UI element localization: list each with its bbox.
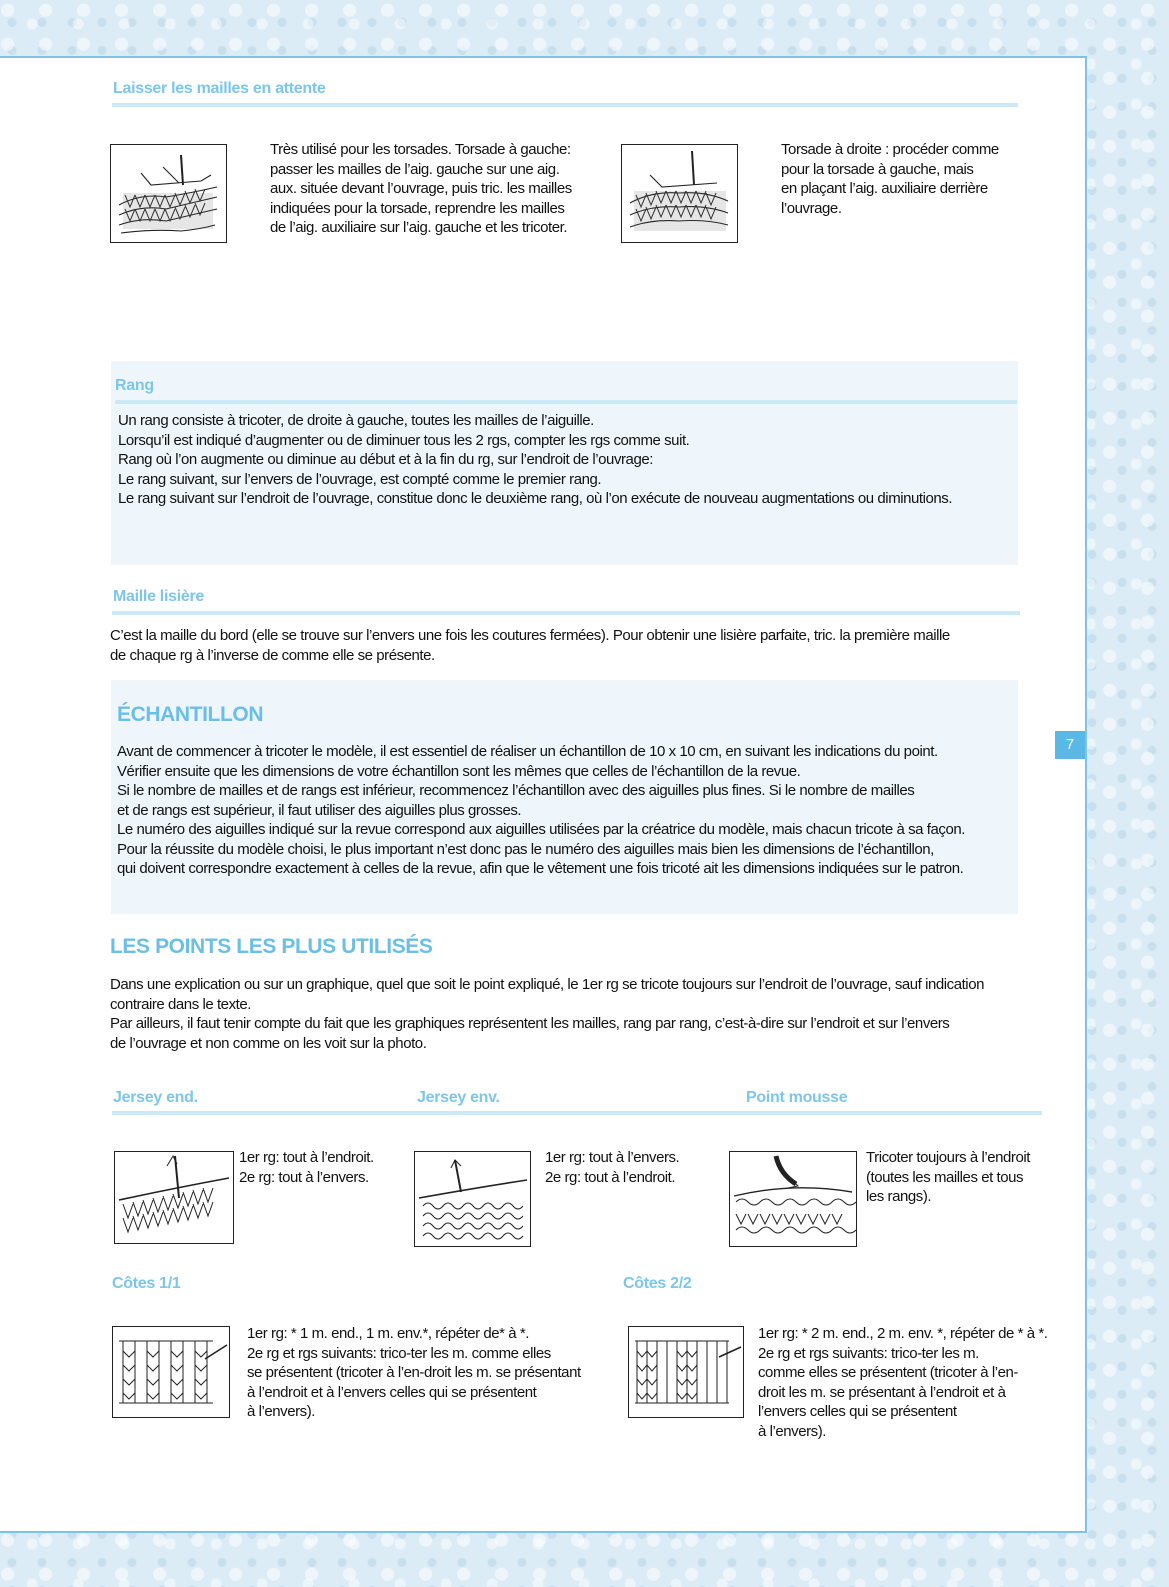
jersey-end-text	[239, 1148, 374, 1187]
text-line: Rang où l’on augmente ou diminue au début et à la fin du rg, sur l’endroit de l’ouvrage:	[118, 451, 653, 468]
jersey-env-text	[545, 1148, 679, 1187]
text-line: Vérifier ensuite que les dimensions de votre échantillon sont les mêmes que celles de l’échantillon de la revue.	[117, 762, 801, 780]
section-title-points: LES POINTS LES PLUS UTILISÉS	[110, 935, 433, 958]
figure-torsade-gauche	[110, 144, 227, 243]
lisiere-text	[110, 626, 950, 665]
text-line: Par ailleurs, il faut tenir compte du fait que les graphiques représentent les mailles, rang par rang, c’est-à-dire sur l’endroit et sur l’envers	[110, 1015, 950, 1032]
text-line: Pour la réussite du modèle choisi, le plus important n’est donc pas le numéro des aiguilles mais bien les dimensions de l’échantillon,	[117, 840, 934, 858]
text-line: l’envers celles qui se présentent	[758, 1403, 957, 1420]
section-rule	[112, 611, 1020, 615]
text-line: Le rang suivant, sur l’envers de l’ouvrage, est compté comme le premier rang.	[118, 470, 602, 488]
text-line: Le numéro des aiguilles indiqué sur la revue correspond aux aiguilles utilisées par la créatrice du modèle, mais chacun tricote à sa façon.	[117, 821, 965, 838]
text-line: comme elles se présentent (tricoter à l’en-	[758, 1364, 1018, 1381]
text-line: 2e rg: tout à l’endroit.	[545, 1168, 676, 1186]
attente-right-text	[781, 140, 999, 218]
text-line: en plaçant l’aig. auxiliaire derrière	[781, 180, 988, 197]
text-line: qui doivent correspondre exactement à celles de la revue, afin que le vêtement une fois tricoté ait les dimensions indiquées sur le patron.	[117, 860, 964, 877]
section-rule	[112, 1111, 1042, 1115]
text-line: et de rangs est supérieur, il faut utiliser des aiguilles plus grosses.	[117, 801, 522, 819]
text-line: 1er rg: * 1 m. end., 1 m. env.*, répéter de* à *.	[247, 1325, 529, 1342]
text-line: 2e rg et rgs suivants: trico-ter les m. comme elles	[247, 1344, 551, 1362]
rang-text	[118, 411, 952, 509]
figure-jersey-end	[114, 1151, 234, 1244]
text-line: (toutes les mailles et tous	[866, 1168, 1024, 1186]
text-line: se présentent (tricoter à l’en-droit les m. se présentant	[247, 1364, 581, 1381]
section-rule	[112, 103, 1018, 107]
text-line: 2e rg et rgs suivants: trico-ter les m.	[758, 1344, 979, 1362]
figure-cotes-1-1	[112, 1326, 230, 1418]
text-line: 1er rg: tout à l’envers.	[545, 1149, 680, 1166]
text-line: Un rang consiste à tricoter, de droite à gauche, toutes les mailles de l’aiguille.	[118, 412, 594, 429]
text-line: de chaque rg à l’inverse de comme elle se présente.	[110, 646, 435, 664]
text-line: à l’envers).	[758, 1422, 826, 1440]
page-number: 7	[1055, 731, 1085, 759]
text-line: Très utilisé pour les torsades. Torsade à gauche:	[270, 141, 571, 158]
echantillon-text	[117, 742, 965, 879]
section-title-echantillon: ÉCHANTILLON	[117, 703, 264, 726]
text-line: à l’envers).	[247, 1403, 315, 1420]
text-line: Dans une explication ou sur un graphique, quel que soit le point expliqué, le 1er rg se tricote toujours sur l’endroit de l’ouvrage, sauf indication	[110, 976, 984, 993]
text-line: de l’aig. auxiliaire sur l’aig. gauche et les tricoter.	[270, 219, 568, 236]
text-line: 2e rg: tout à l’envers.	[239, 1168, 369, 1186]
points-text	[110, 975, 984, 1053]
stitch-title-jersey-env: Jersey env.	[417, 1089, 500, 1106]
text-line: à l’endroit et à l’envers celles qui se présentent	[247, 1383, 537, 1401]
section-title-rang: Rang	[115, 377, 154, 394]
text-line: Si le nombre de mailles et de rangs est inférieur, recommencez l’échantillon avec des aiguilles plus fines. Si le nombre de mailles	[117, 782, 915, 799]
section-rule	[115, 400, 1017, 404]
text-line: les rangs).	[866, 1188, 932, 1205]
figure-torsade-droite	[621, 144, 738, 243]
text-line: pour la torsade à gauche, mais	[781, 160, 974, 178]
text-line: passer les mailles de l’aig. gauche sur une aig.	[270, 160, 560, 178]
stitch-title-jersey-end: Jersey end.	[113, 1089, 198, 1106]
cotes-2-2-text	[758, 1324, 1047, 1441]
stitch-title-point-mousse: Point mousse	[746, 1089, 848, 1106]
text-line: C’est la maille du bord (elle se trouve sur l’envers une fois les coutures fermées). Pour obtenir une lisière parfaite, tric. la première maille	[110, 627, 950, 644]
figure-cotes-2-2	[628, 1326, 744, 1418]
text-line: 1er rg: tout à l’endroit.	[239, 1149, 374, 1166]
stitch-title-cotes-2-2: Côtes 2/2	[623, 1275, 692, 1292]
attente-left-text	[270, 140, 572, 238]
section-title-lisiere: Maille lisière	[113, 588, 204, 605]
text-line: l’ouvrage.	[781, 199, 842, 217]
stitch-title-cotes-1-1: Côtes 1/1	[112, 1275, 181, 1292]
text-line: indiquées pour la torsade, reprendre les mailles	[270, 199, 565, 217]
text-line: Torsade à droite : procéder comme	[781, 141, 999, 158]
text-line: aux. située devant l’ouvrage, puis tric. les mailles	[270, 180, 572, 197]
text-line: de l’ouvrage et non comme on les voit sur la photo.	[110, 1034, 427, 1052]
text-line: Avant de commencer à tricoter le modèle, il est essentiel de réaliser un échantillon de 10 x 10 cm, en suivant les indications du point.	[117, 743, 938, 760]
text-line: Tricoter toujours à l’endroit	[866, 1149, 1030, 1166]
point-mousse-text	[866, 1148, 1030, 1207]
cotes-1-1-text	[247, 1324, 581, 1422]
text-line: Le rang suivant sur l’endroit de l’ouvrage, constitue donc le deuxième rang, où l’on exécute de nouveau augmentations ou diminutions.	[118, 490, 953, 507]
text-line: contraire dans le texte.	[110, 995, 251, 1013]
section-title-attente: Laisser les mailles en attente	[113, 80, 326, 97]
figure-point-mousse	[729, 1151, 857, 1247]
text-line: droit les m. se présentant à l’endroit et à	[758, 1383, 1006, 1401]
text-line: 1er rg: * 2 m. end., 2 m. env. *, répéter de * à *.	[758, 1325, 1048, 1342]
figure-jersey-env	[414, 1151, 531, 1247]
page	[0, 56, 1087, 1533]
text-line: Lorsqu’il est indiqué d’augmenter ou de diminuer tous les 2 rgs, compter les rgs comme suit.	[118, 431, 690, 449]
